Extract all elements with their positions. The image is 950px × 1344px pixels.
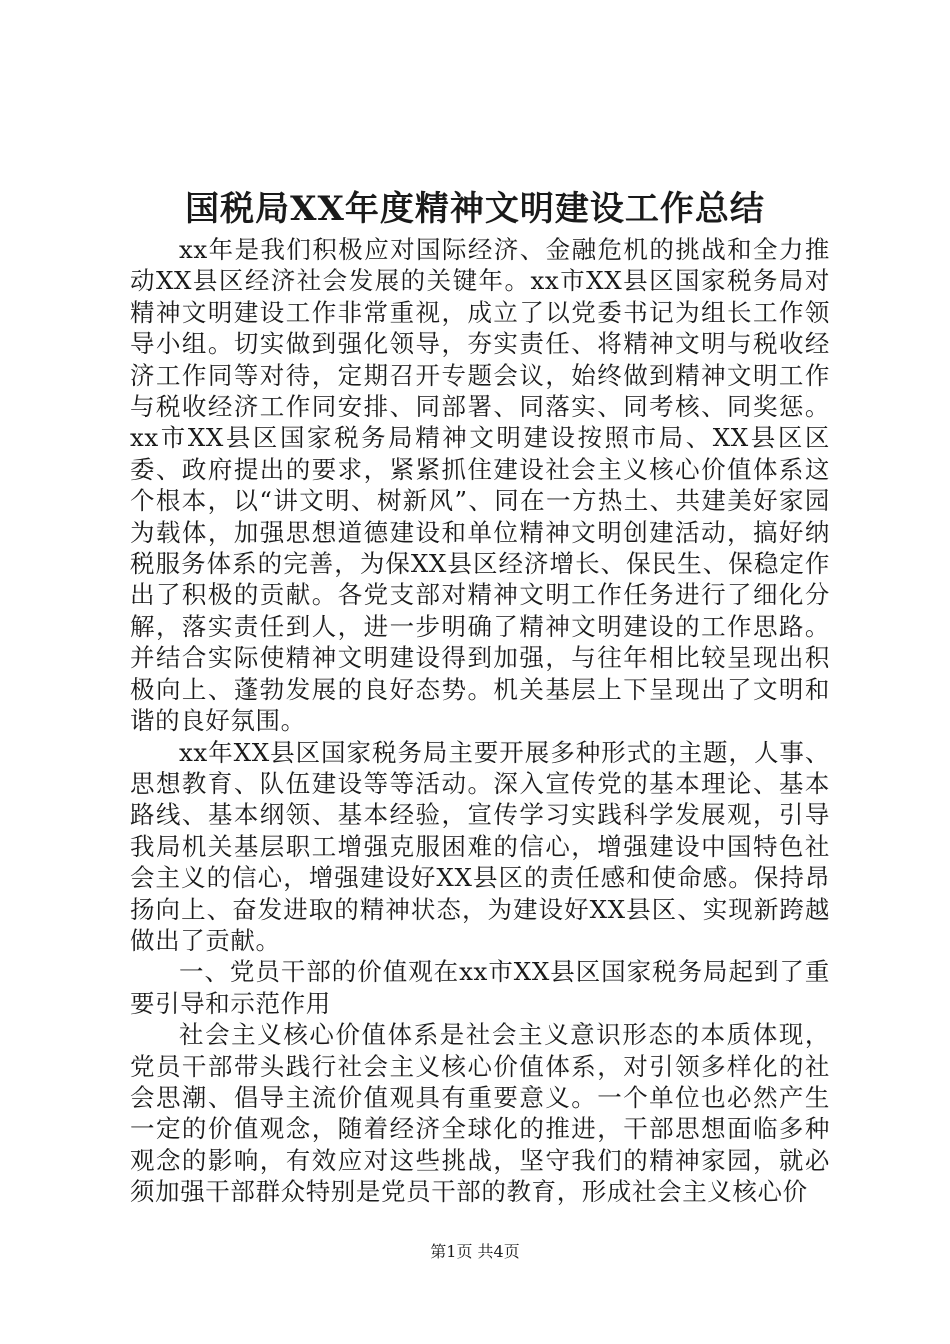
paragraph-2: xx年XX县区国家税务局主要开展多种形式的主题，人事、思想教育、队伍建设等等活动。深入宣传党的基本理论、基本路线、基本纲领、基本经验，宣传学习实践科学发展观，引导我局机关基层职工增强克服困难的信心，增强建设中国特色社会主义的信心，增强建设好XX县区的责任感和使命感。保持昂扬向上、奋发进取的精神状态，为建设好XX县区、实现新跨越做出了贡献。 — [130, 737, 830, 955]
section-heading: 一、党员干部的价值观在xx市XX县区国家税务局起到了重要引导和示范作用 — [130, 957, 830, 1018]
document-body — [130, 234, 830, 1208]
paragraph-3: 社会主义核心价值体系是社会主义意识形态的本质体现，党员干部带头践行社会主义核心价值体系，对引领多样化的社会思潮、倡导主流价值观具有重要意义。一个单位也必然产生一定的价值观念，随着经济全球化的推进，干部思想面临多种观念的影响，有效应对这些挑战，坚守我们的精神家园，就必须加强干部群众特别是党员干部的教育，形成社会主义核心价 — [130, 1020, 830, 1207]
page-number-footer: 第1页 共4页 — [430, 1242, 520, 1261]
paragraph-1: xx年是我们积极应对国际经济、金融危机的挑战和全力推动XX县区经济社会发展的关键年。xx市XX县区国家税务局对精神文明建设工作非常重视，成立了以党委书记为组长工作领导小组。切实做到强化领导，夯实责任、将精神文明与税收经济工作同等对待，定期召开专题会议，始终做到精神文明工作与税收经济工作同安排、同部署、同落实、同考核、同奖惩。xx市XX县区国家税务局精神文明建设按照市局、XX县区区委、政府提出的要求，紧紧抓住建设社会主义核心价值体系这个根本，以“讲文明、树新风”、同在一方热土、共建美好家园为载体，加强思想道德建设和单位精神文明创建活动，搞好纳税服务体系的完善，为保XX县区经济增长、保民生、保稳定作出了积极的贡献。各党支部对精神文明工作任务进行了细化分解，落实责任到人，进一步明确了精神文明建设的工作思路。并结合实际使精神文明建设得到加强，与往年相比较呈现出积极向上、蓬勃发展的良好态势。机关基层上下呈现出了文明和谐的良好氛围。 — [130, 235, 830, 736]
document-title: 国税局XX年度精神文明建设工作总结 — [185, 189, 765, 229]
